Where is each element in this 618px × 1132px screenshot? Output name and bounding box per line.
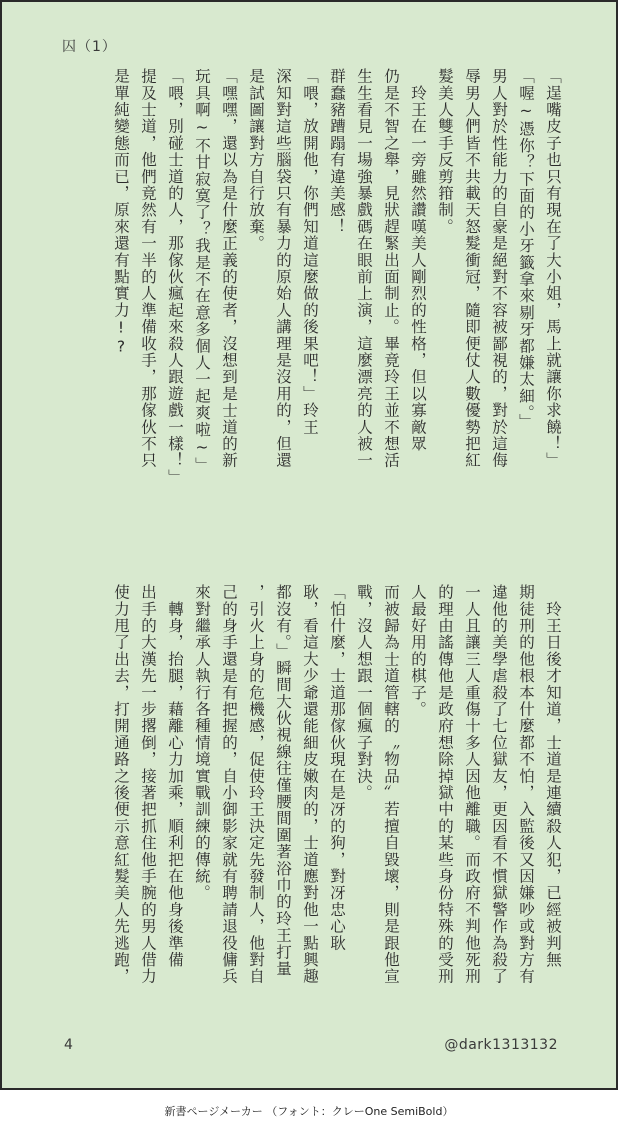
text-block-top [107, 68, 566, 538]
text-line: 生生看見一場強暴戲碼在眼前上演，這麼漂亮的人被一 [355, 68, 373, 469]
text-line: 「喂，別碰士道的人，那傢伙瘋起來殺人跟遊戲一樣！」 [166, 68, 184, 486]
text-block-bottom [107, 584, 566, 1054]
text-line: 出手的大漢先一步撂倒，接著把抓住他手腕的男人借力 [139, 584, 157, 985]
text-line: 人最好用的棋子。 [409, 584, 427, 718]
text-line: 都沒有。」瞬間大伙視線往僅腰間圍著浴巾的玲王打量 [274, 584, 292, 978]
text-line: 玩具啊~不甘寂寞了？我是不在意多個人一起爽啦~」 [193, 68, 211, 474]
text-line: 耿，看這大少爺還能細皮嫩肉的，士道應對他一點興趣 [301, 584, 319, 985]
text-line: 來對繼承人執行各種情境實戰訓練的傳統。 [193, 584, 211, 902]
text-line: 深知對這些腦袋只有暴力的原始人講理是沒用的，但還 [274, 68, 292, 469]
text-line: 轉身，抬腿，藉離心力加乘，順利把在他身後準備 [166, 584, 184, 969]
text-line: 「逞嘴皮子也只有現在了大小姐，馬上就讓你求饒！」 [544, 68, 562, 469]
text-line: 玲王在一旁雖然讚嘆美人剛烈的性格，但以寡敵眾 [409, 68, 427, 453]
text-line: 「怕什麼，士道那傢伙現在是冴的狗，對冴忠心耿 [328, 584, 346, 952]
text-line: 是試圖讓對方自行放棄。 [247, 68, 265, 252]
text-line: 群蠢豬蹧蹋有違美感！ [328, 68, 346, 235]
text-line: 而被歸為士道管轄的〝物品〞若擅自毀壞，則是跟他宣 [382, 584, 400, 985]
generator-caption: 新書ページメーカー （フォント：クレーOne SemiBold） [164, 1105, 454, 1118]
text-line: 的理由謠傳他是政府想除掉獄中的某些身份特殊的受刑 [436, 584, 454, 985]
page-number: 4 [64, 1037, 73, 1053]
text-line: 是單純變態而已，原來還有點實力!? [112, 68, 130, 357]
text-line: 「嘿嘿，還以為是什麼正義的使者，沒想到是士道的新 [220, 68, 238, 469]
author-handle: @dark1313132 [444, 1037, 558, 1053]
text-line: 仍是不智之舉，見狀趕緊出面制止。畢竟玲王並不想活 [382, 68, 400, 469]
text-line: 戰，沒人想跟一個瘋子對決。 [355, 584, 373, 802]
text-line: 玲王日後才知道，士道是連續殺人犯，已經被判無 [544, 584, 562, 969]
text-line: 一人且讓三人重傷十多人因他離職。而政府不判他死刑 [463, 584, 481, 985]
text-line: 辱男人們皆不共載天怒髮衝冠，隨即便仗人數優勢把紅 [463, 68, 481, 469]
text-line: 「喔~憑你？下面的小牙籤拿來剔牙都嫌太細。」 [517, 68, 535, 431]
text-line: 期徒刑的他根本什麼都不怕，入監後又因嫌吵或對方有 [517, 584, 535, 985]
text-line: 違他的美學虐殺了七位獄友，更因看不慣獄警作為殺了 [490, 584, 508, 985]
text-line: 男人對於性能力的自豪是絕對不容被鄙視的，對於這侮 [490, 68, 508, 469]
text-line: ，引火上身的危機感，促使玲王決定先發制人，他對自 [247, 584, 265, 985]
text-line: 使力甩了出去，打開通路之後便示意紅髮美人先逃跑， [112, 584, 130, 985]
text-line: 提及士道，他們竟然有一半的人準備收手，那傢伙不只 [139, 68, 157, 469]
text-line: 「喂，放開他，你們知道這麼做的後果吧！」玲王 [301, 68, 319, 436]
text-line: 髮美人雙手反剪箝制。 [436, 68, 454, 235]
chapter-header: 囚（1） [62, 39, 117, 55]
text-line: 己的身手還是有把握的，自小御影家就有聘請退役傭兵 [220, 584, 238, 985]
